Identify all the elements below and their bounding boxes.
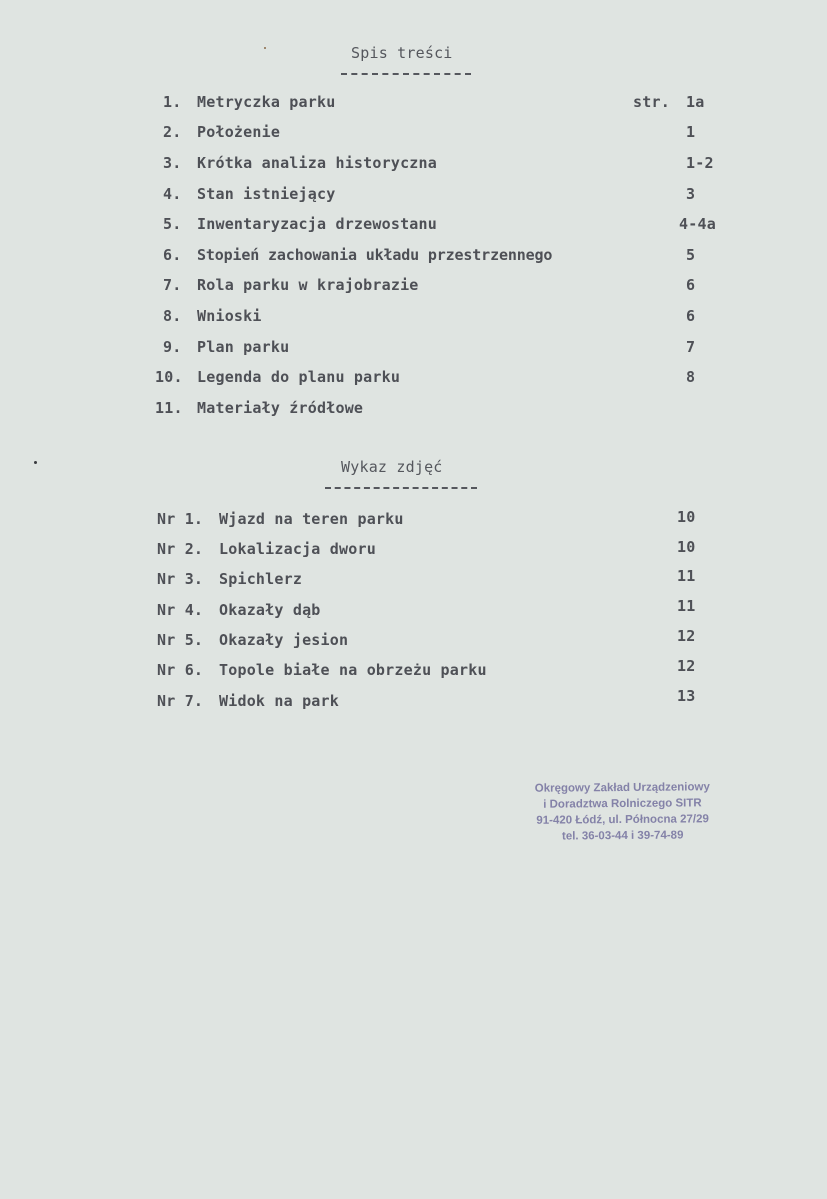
- photo-entry-number: Nr 7.: [157, 692, 204, 710]
- toc-entry-number: 9.: [163, 338, 182, 356]
- toc-page-prefix: str.: [633, 93, 670, 111]
- toc-entry-page: 7: [686, 338, 696, 356]
- toc-entry-page: 5: [686, 246, 696, 264]
- toc-entry-page: 6: [686, 307, 696, 325]
- toc-entry-text: Rola parku w krajobrazie: [197, 276, 419, 294]
- stamp-line: Okręgowy Zakład Urządzeniowy: [534, 781, 710, 795]
- photo-entry-text: Okazały dąb: [219, 601, 321, 619]
- photo-entry-page: 11: [677, 597, 696, 615]
- toc-entry-text: Metryczka parku: [197, 93, 336, 111]
- toc-title-underline: [341, 73, 471, 75]
- toc-title: Spis treści: [351, 44, 453, 62]
- toc-entry-number: 10.: [155, 368, 183, 386]
- toc-entry-page: 3: [686, 185, 696, 203]
- stamp-line: i Doradztwa Rolniczego SITR: [543, 797, 702, 811]
- photo-entry-page: 13: [677, 687, 696, 705]
- toc-entry-number: 5.: [163, 215, 182, 233]
- toc-entry-page: 8: [686, 368, 696, 386]
- photos-title: Wykaz zdjęć: [341, 458, 443, 476]
- toc-entry-number: 4.: [163, 185, 182, 203]
- toc-entry-text: Inwentaryzacja drzewostanu: [197, 215, 437, 233]
- photo-entry-number: Nr 4.: [157, 601, 204, 619]
- stamp-line: tel. 36-03-44 i 39-74-89: [561, 829, 684, 843]
- toc-entry-number: 6.: [163, 246, 182, 264]
- toc-entry-page: 1a: [686, 93, 705, 111]
- photo-entry-page: 11: [677, 567, 696, 585]
- photo-entry-number: Nr 5.: [157, 631, 204, 649]
- toc-entry-number: 2.: [163, 123, 182, 141]
- paper-speck: [264, 47, 266, 49]
- photo-entry-text: Widok na park: [219, 692, 339, 710]
- toc-entry-number: 8.: [163, 307, 182, 325]
- toc-entry-text: Krótka analiza historyczna: [197, 154, 437, 172]
- toc-entry-number: 7.: [163, 276, 182, 294]
- toc-entry-text: Legenda do planu parku: [197, 368, 401, 386]
- photo-entry-text: Lokalizacja dworu: [219, 540, 376, 558]
- photo-entry-text: Wjazd na teren parku: [219, 510, 404, 528]
- toc-entry-number: 11.: [155, 399, 183, 417]
- photo-entry-text: Okazały jesion: [219, 631, 349, 649]
- photo-entry-text: Spichlerz: [219, 570, 303, 588]
- toc-entry-text: Plan parku: [197, 338, 290, 356]
- toc-entry-page: 4-4a: [679, 215, 716, 233]
- photo-entry-page: 10: [677, 538, 696, 556]
- toc-entry-text: Materiały źródłowe: [197, 399, 364, 417]
- photo-entry-page: 10: [677, 508, 696, 526]
- photo-entry-page: 12: [677, 657, 696, 675]
- institution-stamp: [515, 779, 731, 845]
- photo-entry-text: Topole białe na obrzeżu parku: [219, 661, 487, 679]
- photo-entry-number: Nr 3.: [157, 570, 204, 588]
- photo-entry-number: Nr 2.: [157, 540, 204, 558]
- toc-entry-text: Wnioski: [197, 307, 262, 325]
- toc-entry-page: 6: [686, 276, 696, 294]
- photo-entry-number: Nr 6.: [157, 661, 204, 679]
- stamp-line: 91-420 Łódź, ul. Północna 27/29: [536, 813, 709, 827]
- paper-speck: [34, 461, 37, 464]
- toc-entry-page: 1-2: [686, 154, 714, 172]
- toc-entry-text: Stopień zachowania układu przestrzennego: [197, 246, 553, 264]
- toc-entry-number: 1.: [163, 93, 182, 111]
- photos-title-underline: [325, 487, 477, 489]
- toc-entry-text: Położenie: [197, 123, 281, 141]
- toc-entry-page: 1: [686, 123, 696, 141]
- toc-entry-number: 3.: [163, 154, 182, 172]
- toc-entry-text: Stan istniejący: [197, 185, 336, 203]
- photo-entry-number: Nr 1.: [157, 510, 204, 528]
- photo-entry-page: 12: [677, 627, 696, 645]
